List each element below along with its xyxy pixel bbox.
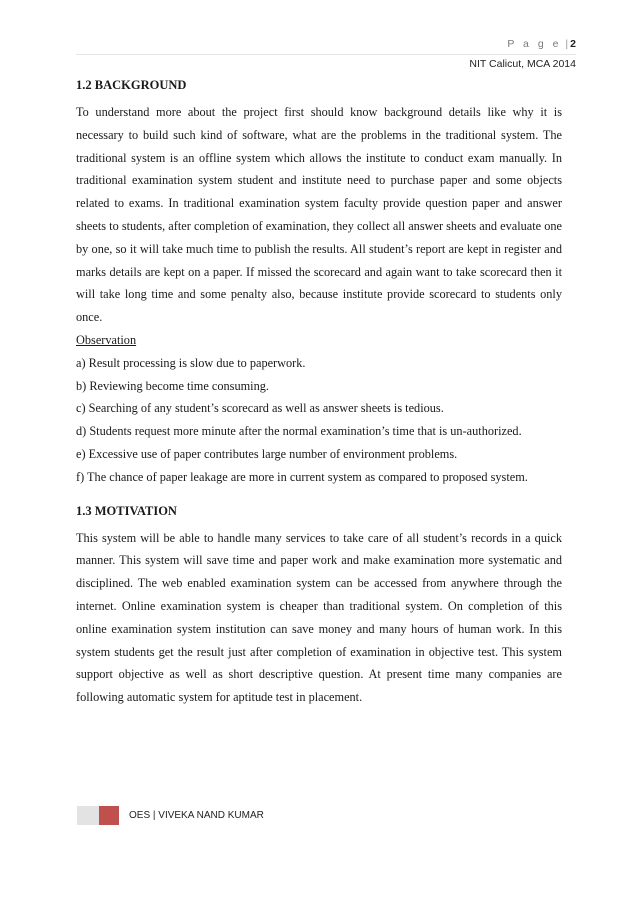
page-footer [77,806,264,825]
observation-list [76,352,562,489]
observation-item: a) Result processing is slow due to paperwork. [76,355,306,370]
observation-item: e) Excessive use of paper contributes large number of environment problems. [76,446,458,461]
document-body [76,77,562,709]
page-word: P a g e [507,38,562,50]
footer-label: OES | VIVEKA NAND KUMAR [129,810,264,821]
motivation-paragraph: This system will be able to handle many services to take care of all student’s records in a quick manner. This system will save time and paper work and make examination more systematic and disciplined. The web enabled examination system can be accessed from anywhere through the internet. Online examination system is cheaper than traditional system. On completion of this online examination system institution can save money and many hours of human work. In this system students get the result just after completion of examination in objective test. This system support objective as well as short descriptive question. At present time many companies are following automatic system for aptitude test in placement. [76,530,562,705]
observation-item: f) The chance of paper leakage are more in current system as compared to proposed system. [76,469,528,484]
background-heading: 1.2 BACKGROUND [76,78,187,92]
header-rule [76,54,576,55]
observation-item: c) Searching of any student’s scorecard as well as answer sheets is tedious. [76,401,444,416]
observation-item: d) Students request more minute after the normal examination’s time that is un-authorized. [76,424,522,439]
page-number-line [469,38,576,50]
page-number: 2 [570,38,576,50]
section-gap [76,489,562,503]
page-separator: | [565,38,569,50]
footer-accent-box [99,806,119,825]
header-subtitle: NIT Calicut, MCA 2014 [469,58,576,70]
observation-item: b) Reviewing become time consuming. [76,378,269,393]
footer-grey-box [77,806,99,825]
motivation-heading: 1.3 MOTIVATION [76,503,177,518]
background-paragraph: To understand more about the project first should know background details like why it is necessary to build such kind of software, what are the problems in the traditional system. The traditional system is an offline system which allows the institute to conduct exam manually. In traditional examination system student and institute need to purchase paper and some objects related to exams. In traditional examination system faculty provide question paper and answer sheets to students, after completion of examination, they collect all answer sheets and evaluate one by one, so it will take much time to publish the results. All student’s report are kept in register and marks details are kept on a paper. If missed the scorecard and again want to take scorecard then it will take long time and some penalty also, because institute provide scorecard to students only once. [76,105,562,325]
observation-title: Observation [76,332,137,347]
